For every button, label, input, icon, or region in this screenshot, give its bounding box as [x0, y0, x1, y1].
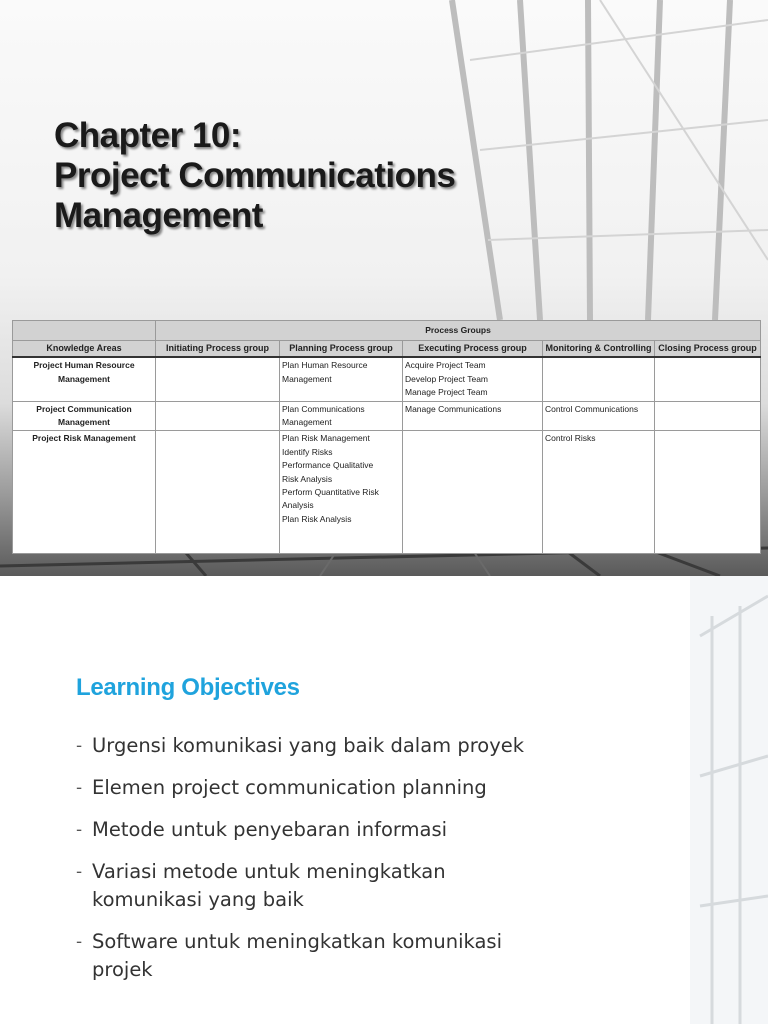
cell-text: Management — [282, 417, 332, 428]
cell-text: Develop Project Team — [405, 373, 488, 384]
objective-item — [76, 816, 616, 844]
area-cell — [13, 357, 156, 401]
cell-text: Management — [282, 373, 332, 384]
process-groups-header: Process Groups — [156, 321, 761, 341]
area-cell — [13, 431, 156, 554]
table-corner-cell — [13, 321, 156, 341]
slide-learning-objectives — [0, 576, 768, 1024]
monitoring-cell — [543, 431, 655, 554]
closing-cell — [655, 431, 761, 554]
planning-cell — [280, 431, 403, 554]
title-line: Project Communications — [54, 156, 456, 195]
bullet-dash: - — [76, 778, 83, 798]
cell-text: Control Communications — [545, 403, 639, 414]
objective-item — [76, 928, 616, 984]
cell-text: Risk Analysis — [282, 473, 333, 484]
bullet-dash: - — [76, 932, 83, 952]
process-groups-table — [12, 320, 761, 554]
cell-text: Project Communication — [36, 403, 132, 414]
closing-cell — [655, 357, 761, 401]
initiating-cell — [156, 357, 280, 401]
cell-text: Plan Risk Management — [282, 433, 370, 444]
cell-text: Management — [58, 417, 110, 428]
table-row — [13, 431, 761, 554]
col-initiating-header: Initiating Process group — [156, 341, 280, 358]
initiating-cell — [156, 431, 280, 554]
chapter-title — [54, 116, 574, 236]
cell-text: Manage Project Team — [405, 387, 488, 398]
executing-cell — [403, 357, 543, 401]
bullet-dash: - — [76, 820, 83, 840]
objective-text: Urgensi komunikasi yang baik dalam proyek — [92, 734, 525, 757]
title-line: Management — [54, 196, 263, 235]
title-line: Chapter 10: — [54, 116, 242, 155]
cell-text: Project Risk Management — [32, 433, 136, 444]
cell-text: Performance Qualitative — [282, 460, 374, 471]
executing-cell — [403, 431, 543, 554]
cell-text: Plan Human Resource — [282, 360, 368, 371]
objective-item — [76, 732, 616, 760]
cell-text: Project Human Resource — [33, 360, 135, 371]
col-knowledge-areas-header: Knowledge Areas — [13, 341, 156, 358]
cell-text: Perform Quantitative Risk — [282, 487, 379, 498]
planning-cell — [280, 401, 403, 431]
cell-text: Plan Communications — [282, 403, 365, 414]
cell-text: Identify Risks — [282, 446, 333, 457]
bullet-dash: - — [76, 736, 83, 756]
closing-cell — [655, 401, 761, 431]
col-monitoring-header: Monitoring & Controlling — [543, 341, 655, 358]
cell-text: Plan Risk Analysis — [282, 513, 352, 524]
col-planning-header: Planning Process group — [280, 341, 403, 358]
col-closing-header: Closing Process group — [655, 341, 761, 358]
monitoring-cell — [543, 357, 655, 401]
initiating-cell — [156, 401, 280, 431]
objective-text: Metode untuk penyebaran informasi — [92, 818, 448, 841]
cell-text: Manage Communications — [405, 403, 502, 414]
bullet-dash: - — [76, 862, 83, 882]
executing-cell — [403, 401, 543, 431]
objective-text: Software untuk meningkatkan komunikasi — [92, 930, 503, 953]
objective-text: Variasi metode untuk meningkatkan — [92, 860, 446, 883]
monitoring-cell — [543, 401, 655, 431]
col-executing-header: Executing Process group — [403, 341, 543, 358]
cell-text: Analysis — [282, 500, 314, 511]
objective-text: projek — [92, 958, 153, 981]
cell-text: Management — [58, 373, 110, 384]
learning-objectives-heading: Learning Objectives — [76, 674, 300, 701]
objective-text: komunikasi yang baik — [92, 888, 304, 911]
area-cell — [13, 401, 156, 431]
cell-text: Control Risks — [545, 433, 596, 444]
objective-item — [76, 774, 616, 802]
objective-item — [76, 858, 616, 914]
table-row — [13, 401, 761, 431]
cell-text: Acquire Project Team — [405, 360, 486, 371]
objective-text: Elemen project communication planning — [92, 776, 487, 799]
planning-cell — [280, 357, 403, 401]
table-row — [13, 357, 761, 401]
objectives-list — [76, 732, 616, 998]
